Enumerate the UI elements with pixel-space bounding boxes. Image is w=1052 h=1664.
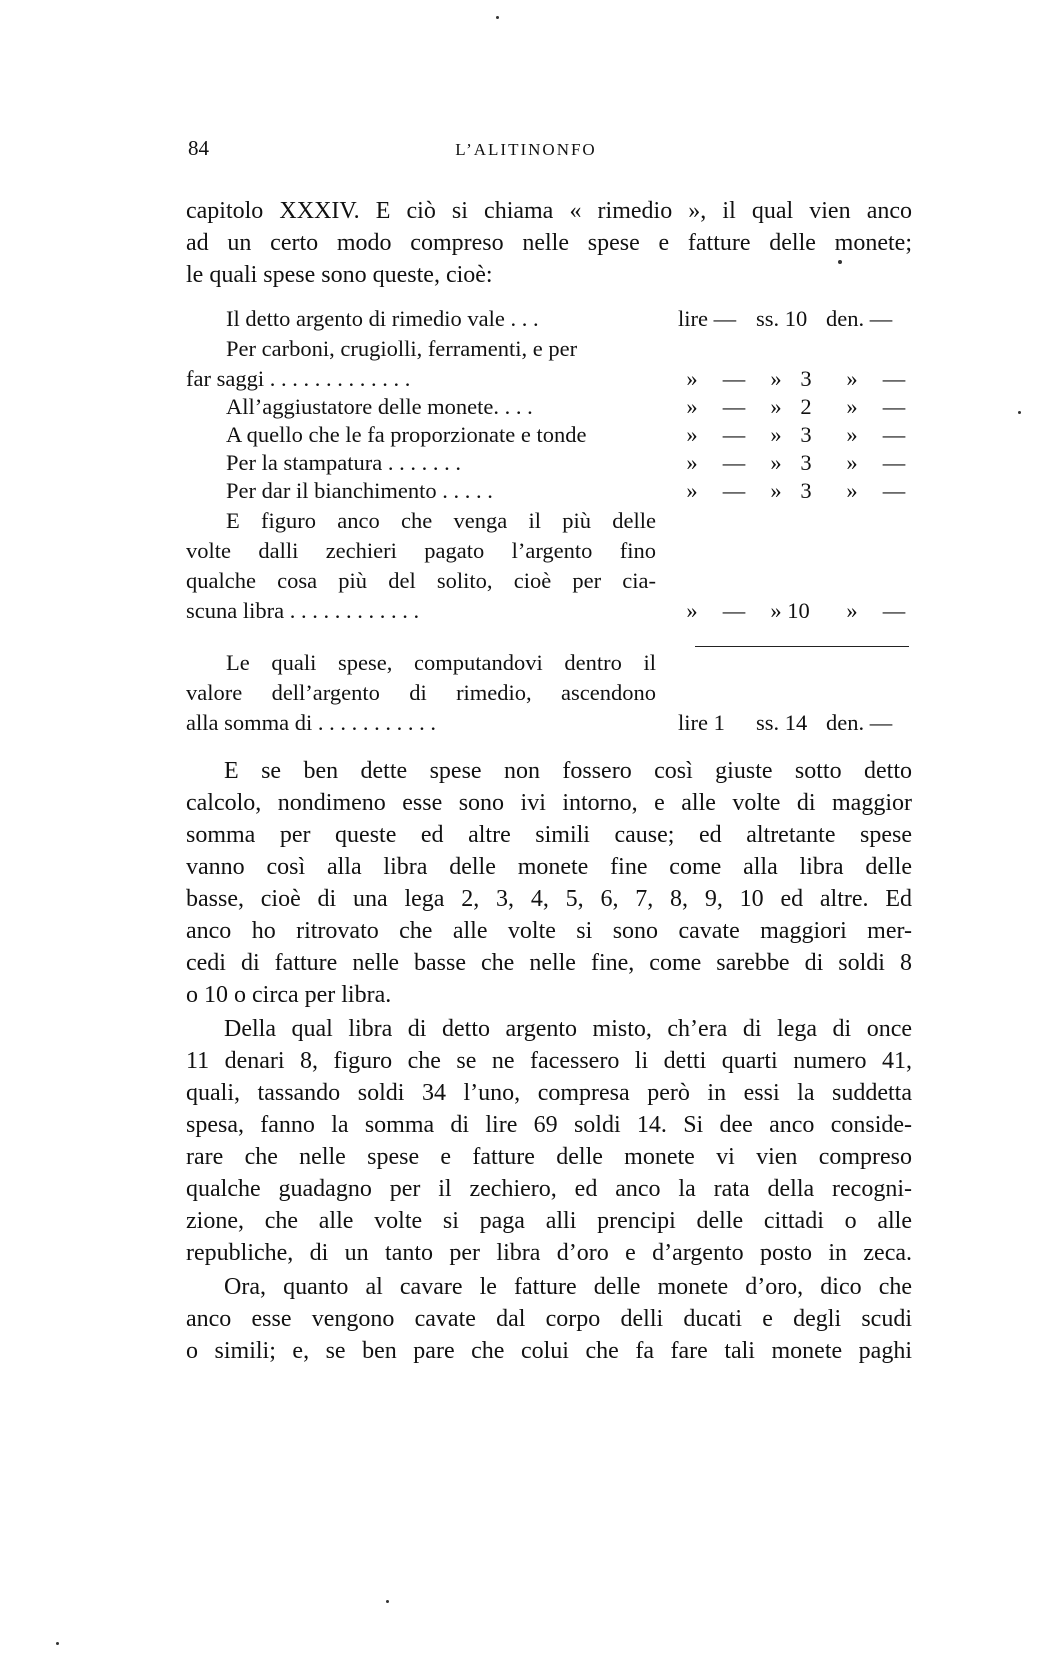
text-line: o simili; e, se ben pare che colui che fa fare tali monete paghi: [186, 1338, 912, 1364]
ditto-mark: »: [846, 366, 858, 391]
text-line: anco esse vengono cavate dal corpo delli ducati e degli scudi: [186, 1306, 912, 1332]
total-lire: lire 1: [678, 710, 725, 735]
ss-cell: ss. 10: [756, 306, 808, 331]
text-line: 11 denari 8, figuro che se ne facessero li detti quarti numero 41,: [186, 1048, 912, 1074]
text-line: spesa, fanno la somma di lire 69 soldi 14. Si dee anco conside-: [186, 1112, 912, 1138]
ditto-mark: »: [846, 598, 858, 623]
ditto-mark: »: [846, 394, 858, 419]
total-ss: ss. 14: [756, 710, 808, 735]
text-line: vanno così alla libra delle monete fine come alla libra delle: [186, 854, 912, 880]
expense-label: Per dar il bianchimento . . . . .: [226, 478, 493, 503]
dash-cell: —: [722, 422, 746, 447]
dash-cell: —: [882, 394, 906, 419]
ditto-mark: »: [686, 478, 698, 503]
text-line: calcolo, nondimeno esse sono ivi intorno, e alle volte di maggior: [186, 790, 912, 816]
text-line: Della qual libra di detto argento misto, ch’era di lega di once: [224, 1016, 912, 1042]
text-line: E se ben dette spese non fossero così giuste sotto detto: [224, 758, 912, 784]
scan-speck: [1018, 411, 1021, 414]
expense-label: A quello che le fa proporzionate e tonde: [226, 422, 587, 447]
dash-cell: —: [722, 450, 746, 475]
total-label: Le quali spese, computandovi dentro il: [226, 650, 656, 675]
text-line: basse, cioè di una lega 2, 3, 4, 5, 6, 7, 8, 9, 10 ed altre. Ed: [186, 886, 912, 912]
total-label: alla somma di . . . . . . . . . . .: [186, 710, 436, 735]
text-line: cedi di fatture nelle basse che nelle fine, come sarebbe di soldi 8: [186, 950, 912, 976]
soldi-value: 2: [800, 394, 812, 419]
dash-cell: —: [882, 450, 906, 475]
expense-label: E figuro anco che venga il più delle: [226, 508, 656, 533]
expense-label: qualche cosa più del solito, cioè per cia-: [186, 568, 656, 593]
text-line: anco ho ritrovato che alle volte si sono cavate maggiori mer-: [186, 918, 912, 944]
dash-cell: —: [722, 478, 746, 503]
text-line: somma per queste ed altre simili cause; ed altretante spese: [186, 822, 912, 848]
den-cell: den. —: [826, 306, 893, 331]
expense-label: scuna libra . . . . . . . . . . . .: [186, 598, 420, 623]
dash-cell: —: [882, 478, 906, 503]
text-line: qualche guadagno per il zechiero, ed anco la rata della recogni-: [186, 1176, 912, 1202]
dash-cell: —: [722, 598, 746, 623]
total-den: den. —: [826, 710, 893, 735]
ditto-mark: »: [770, 394, 782, 419]
ditto-mark: »: [686, 422, 698, 447]
ditto-mark: »: [770, 422, 782, 447]
ditto-mark: »: [770, 478, 782, 503]
expense-label: Per la stampatura . . . . . . .: [226, 450, 461, 475]
expense-label: far saggi . . . . . . . . . . . . .: [186, 366, 411, 391]
soldi-value: 3: [800, 366, 812, 391]
ditto-mark: »: [686, 394, 698, 419]
text-line: republiche, di un tanto per libra d’oro e d’argento posto in zeca.: [186, 1240, 912, 1266]
ditto-mark: »: [846, 478, 858, 503]
text-line: quali, tassando soldi 34 l’uno, compresa però in essi la suddetta: [186, 1080, 912, 1106]
text-line: le quali spese sono queste, cioè:: [186, 262, 493, 288]
running-title: L’ALITINONFO: [455, 140, 597, 159]
scan-speck: [386, 1600, 389, 1603]
soldi-value: » 10: [770, 598, 810, 623]
expense-label: All’aggiustatore delle monete. . . .: [226, 394, 533, 419]
page-number: 84: [188, 136, 209, 160]
dash-cell: —: [882, 422, 906, 447]
text-line: capitolo XXXIV. E ciò si chiama « rimedio », il qual vien anco: [186, 198, 912, 224]
soldi-value: 3: [800, 450, 812, 475]
ditto-mark: »: [846, 450, 858, 475]
scan-speck: [56, 1642, 59, 1645]
dash-cell: —: [882, 598, 906, 623]
dash-cell: —: [882, 366, 906, 391]
dash-cell: —: [722, 366, 746, 391]
soldi-value: 3: [800, 478, 812, 503]
text-line: o 10 o circa per libra.: [186, 982, 392, 1008]
expense-label: volte dalli zechieri pagato l’argento fino: [186, 538, 656, 563]
text-line: zione, che alle volte si paga alli prencipi delle cittadi o alle: [186, 1208, 912, 1234]
soldi-value: 3: [800, 422, 812, 447]
ditto-mark: »: [846, 422, 858, 447]
sum-rule: [695, 646, 909, 647]
scan-speck: [496, 16, 499, 19]
ditto-mark: »: [686, 598, 698, 623]
expense-label: Per carboni, crugiolli, ferramenti, e per: [226, 336, 578, 361]
text-line: ad un certo modo compreso nelle spese e fatture delle monete;: [186, 230, 912, 256]
ditto-mark: »: [686, 450, 698, 475]
expense-label: Il detto argento di rimedio vale . . .: [226, 306, 539, 331]
dash-cell: —: [722, 394, 746, 419]
text-line: rare che nelle spese e fatture delle monete vi vien compreso: [186, 1144, 912, 1170]
text-line: Ora, quanto al cavare le fatture delle monete d’oro, dico che: [224, 1274, 912, 1300]
total-label: valore dell’argento di rimedio, ascendono: [186, 680, 656, 705]
ditto-mark: »: [770, 450, 782, 475]
lire-cell: lire —: [678, 306, 737, 331]
ditto-mark: »: [686, 366, 698, 391]
ditto-mark: »: [770, 366, 782, 391]
